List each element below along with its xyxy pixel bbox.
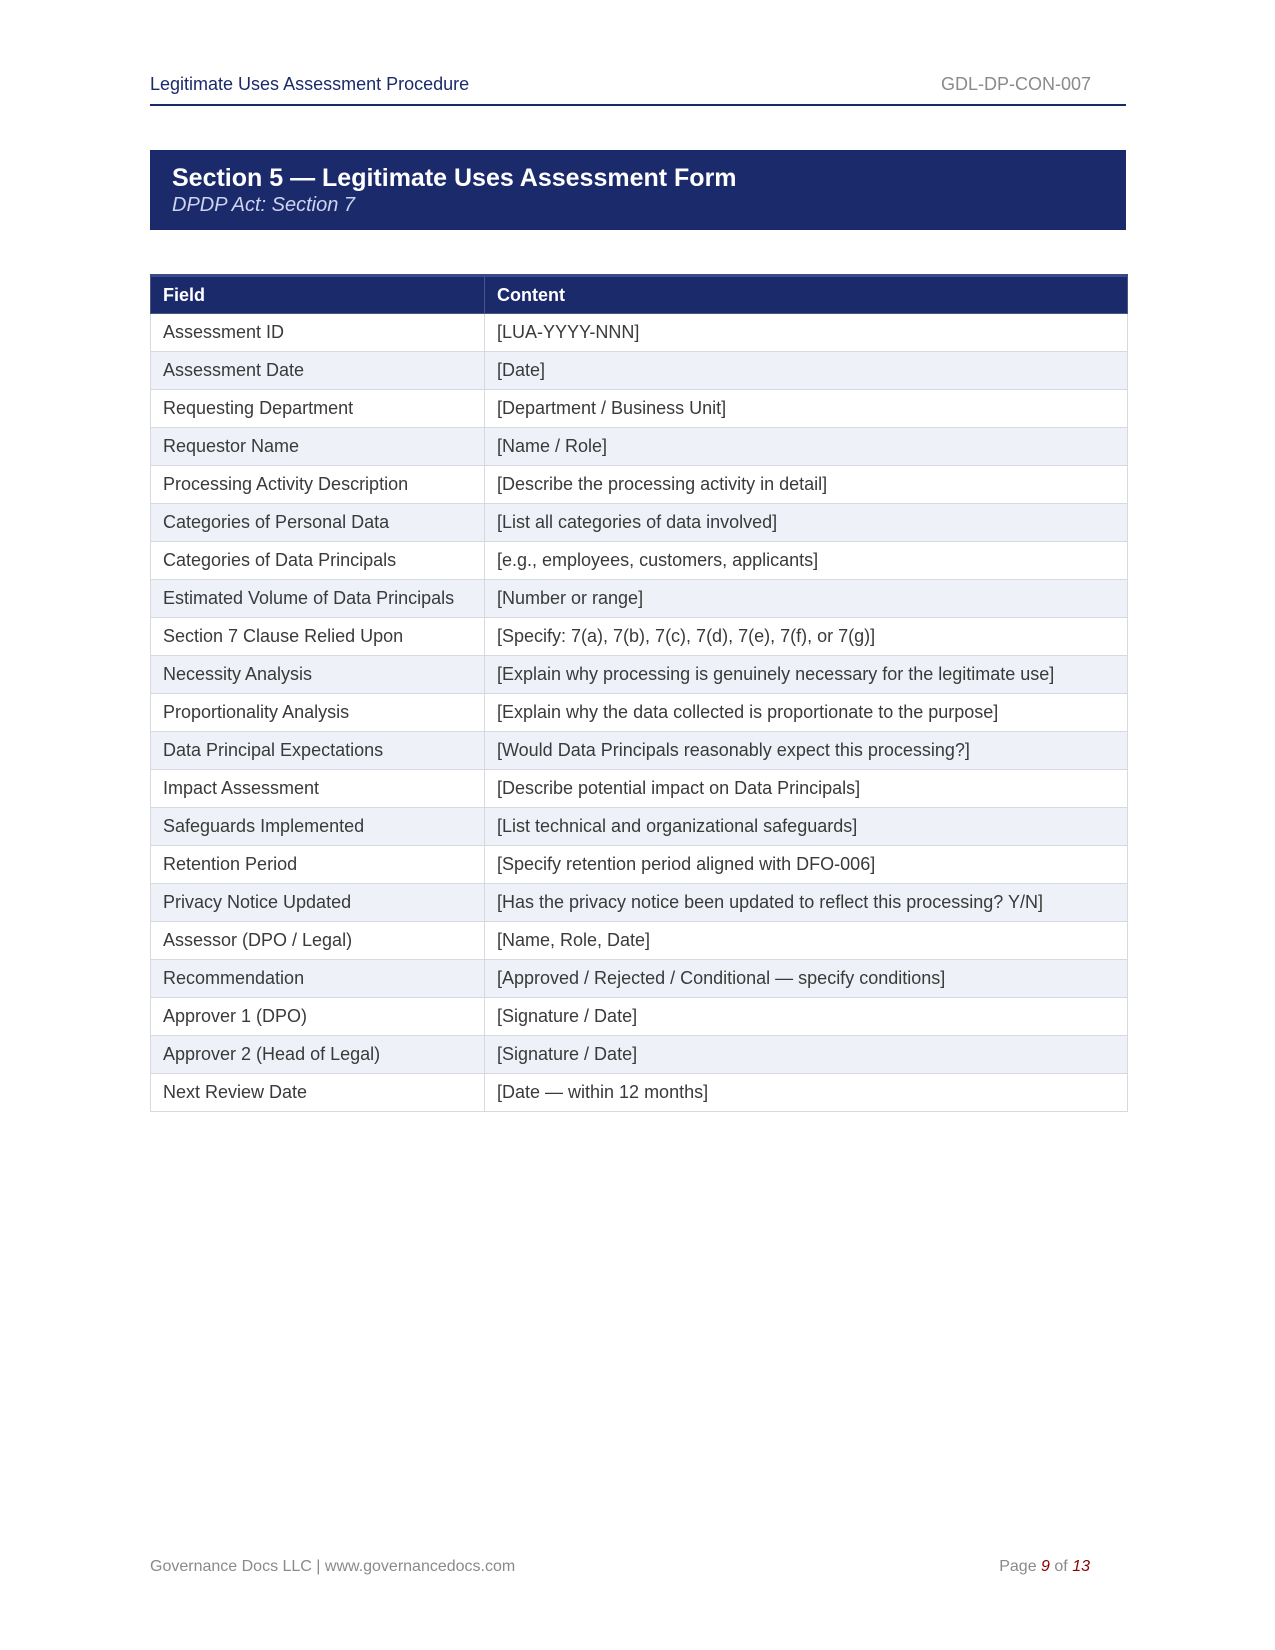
table-row xyxy=(151,390,1128,428)
document-title: Legitimate Uses Assessment Procedure xyxy=(150,74,470,94)
field-cell: Recommendation xyxy=(151,960,485,998)
table-row xyxy=(151,1036,1128,1074)
field-cell: Assessment Date xyxy=(151,352,485,390)
table-row xyxy=(151,846,1128,884)
page-of: of xyxy=(1054,1558,1068,1575)
table-row xyxy=(151,884,1128,922)
table-row xyxy=(151,998,1128,1036)
table-row xyxy=(151,960,1128,998)
page-number xyxy=(999,1558,1090,1576)
field-cell: Estimated Volume of Data Principals xyxy=(151,580,485,618)
content-cell: [List technical and organizational safeguards] xyxy=(485,808,1128,846)
table-row xyxy=(151,922,1128,960)
content-cell: [Would Data Principals reasonably expect this processing?] xyxy=(485,732,1128,770)
section-title: Section 5 — Legitimate Uses Assessment Form xyxy=(172,164,737,192)
field-cell: Proportionality Analysis xyxy=(151,694,485,732)
content-cell: [Explain why the data collected is proportionate to the purpose] xyxy=(485,694,1128,732)
content-cell: [Number or range] xyxy=(485,580,1128,618)
field-cell: Requestor Name xyxy=(151,428,485,466)
table-row xyxy=(151,808,1128,846)
assessment-form-table xyxy=(150,274,1128,1112)
content-cell: [LUA-YYYY-NNN] xyxy=(485,314,1128,352)
table-row xyxy=(151,770,1128,808)
column-header-content: Content xyxy=(485,276,1128,314)
page-total: 13 xyxy=(1072,1558,1090,1575)
field-cell: Section 7 Clause Relied Upon xyxy=(151,618,485,656)
content-cell: [Describe the processing activity in detail] xyxy=(485,466,1128,504)
field-cell: Retention Period xyxy=(151,846,485,884)
content-cell: [Explain why processing is genuinely necessary for the legitimate use] xyxy=(485,656,1128,694)
field-cell: Necessity Analysis xyxy=(151,656,485,694)
table-row xyxy=(151,694,1128,732)
content-cell: [List all categories of data involved] xyxy=(485,504,1128,542)
table-row xyxy=(151,314,1128,352)
section-subtitle: DPDP Act: Section 7 xyxy=(172,194,356,216)
page-footer xyxy=(150,1558,1090,1582)
content-cell: [Describe potential impact on Data Principals] xyxy=(485,770,1128,808)
content-cell: [Approved / Rejected / Conditional — specify conditions] xyxy=(485,960,1128,998)
table-row xyxy=(151,504,1128,542)
table-row xyxy=(151,352,1128,390)
table-row xyxy=(151,580,1128,618)
field-cell: Approver 2 (Head of Legal) xyxy=(151,1036,485,1074)
table-row xyxy=(151,656,1128,694)
document-code: GDL-DP-CON-007 xyxy=(940,74,1091,94)
field-cell: Impact Assessment xyxy=(151,770,485,808)
content-cell: [e.g., employees, customers, applicants] xyxy=(485,542,1128,580)
table-row xyxy=(151,1074,1128,1112)
content-cell: [Department / Business Unit] xyxy=(485,390,1128,428)
field-cell: Categories of Personal Data xyxy=(151,504,485,542)
table-row xyxy=(151,428,1128,466)
field-cell: Categories of Data Principals xyxy=(151,542,485,580)
section-banner xyxy=(150,150,1126,230)
field-cell: Requesting Department xyxy=(151,390,485,428)
table-row xyxy=(151,618,1128,656)
page-current: 9 xyxy=(1041,1558,1050,1575)
field-cell: Privacy Notice Updated xyxy=(151,884,485,922)
content-cell: [Name / Role] xyxy=(485,428,1128,466)
content-cell: [Specify: 7(a), 7(b), 7(c), 7(d), 7(e), 7(f), or 7(g)] xyxy=(485,618,1128,656)
table-row xyxy=(151,542,1128,580)
page-header xyxy=(150,72,1126,106)
table-row xyxy=(151,732,1128,770)
field-cell: Data Principal Expectations xyxy=(151,732,485,770)
field-cell: Approver 1 (DPO) xyxy=(151,998,485,1036)
column-header-field: Field xyxy=(151,276,485,314)
table-row xyxy=(151,466,1128,504)
content-cell: [Date] xyxy=(485,352,1128,390)
field-cell: Safeguards Implemented xyxy=(151,808,485,846)
content-cell: [Has the privacy notice been updated to reflect this processing? Y/N] xyxy=(485,884,1128,922)
content-cell: [Specify retention period aligned with DFO-006] xyxy=(485,846,1128,884)
content-cell: [Signature / Date] xyxy=(485,1036,1128,1074)
content-cell: [Date — within 12 months] xyxy=(485,1074,1128,1112)
field-cell: Assessor (DPO / Legal) xyxy=(151,922,485,960)
content-cell: [Name, Role, Date] xyxy=(485,922,1128,960)
field-cell: Processing Activity Description xyxy=(151,466,485,504)
field-cell: Next Review Date xyxy=(151,1074,485,1112)
field-cell: Assessment ID xyxy=(151,314,485,352)
footer-company: Governance Docs LLC | www.governancedocs.com xyxy=(150,1558,516,1575)
table-header-row xyxy=(151,276,1128,314)
content-cell: [Signature / Date] xyxy=(485,998,1128,1036)
page-label: Page xyxy=(999,1558,1037,1575)
